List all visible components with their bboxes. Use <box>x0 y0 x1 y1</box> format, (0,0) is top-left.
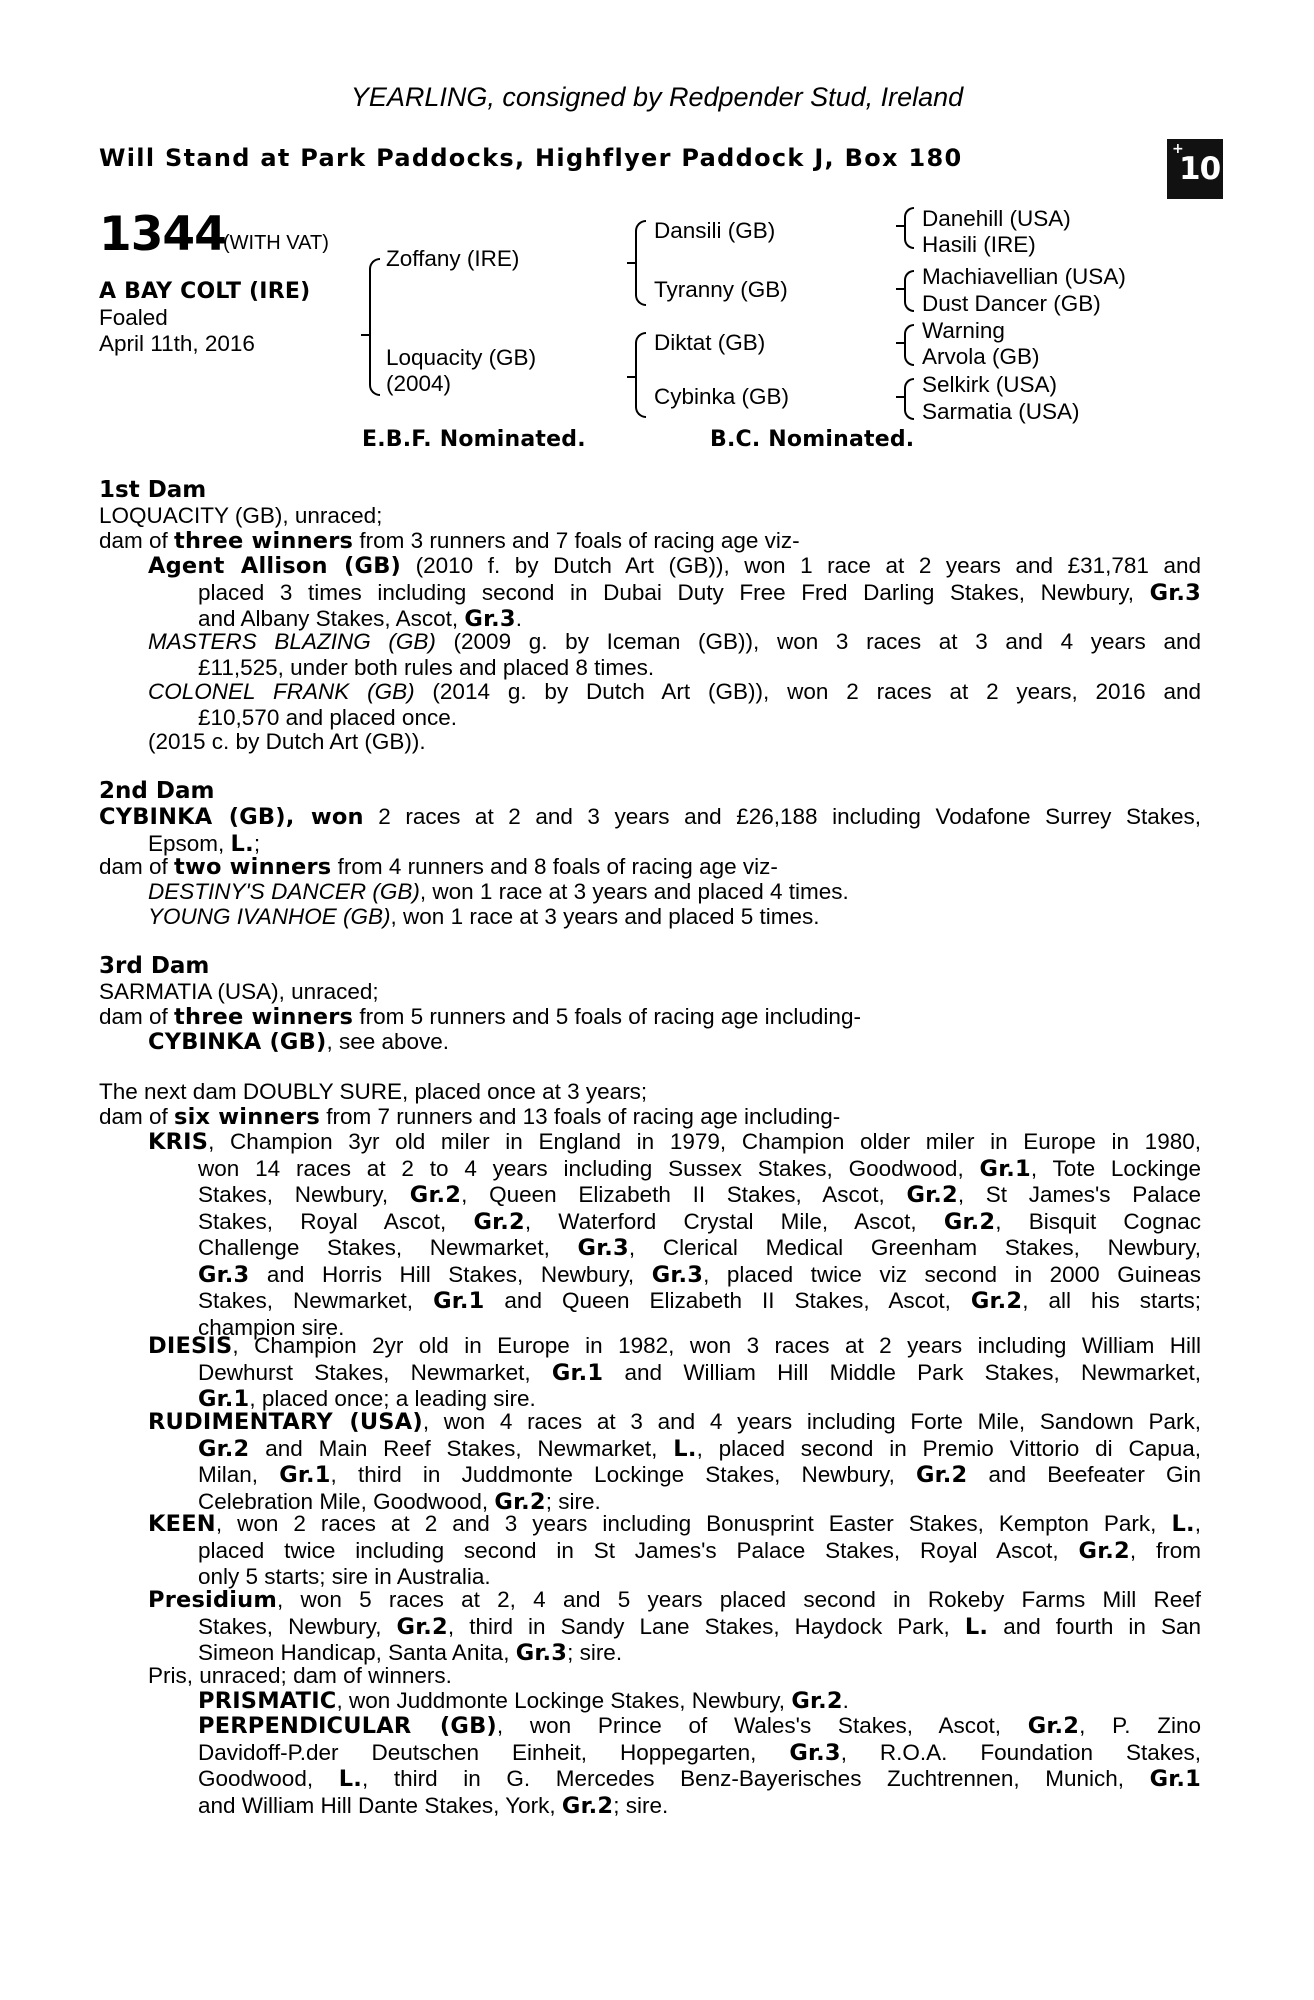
grade: Gr.2 <box>1078 1537 1130 1564</box>
text: (2014 g. by Dutch Art (GB)), won 2 races at 2 years, 2016 and <box>414 679 1201 704</box>
progeny-colonel-frank <box>148 679 1201 730</box>
grade: Gr.2 <box>970 1288 1023 1314</box>
text: , placed once; a leading sire. <box>249 1386 536 1411</box>
grade: L. <box>230 830 254 857</box>
entry-line <box>198 1209 1201 1236</box>
text: and fourth in San <box>988 1613 1201 1639</box>
stand-location: Will Stand at Park Paddocks, Highflyer Paddock J, Box 180 <box>99 144 963 172</box>
text: only 5 starts; sire in Australia. <box>198 1564 491 1589</box>
entry-line <box>148 1409 1201 1436</box>
grade: Gr.2 <box>198 1435 250 1462</box>
text: won 14 races at 2 to 4 years including Sussex Stakes, Goodwood, <box>198 1155 980 1181</box>
text: . <box>515 606 523 631</box>
text: Simeon Handicap, Santa Anita, <box>198 1640 516 1665</box>
progeny-young-ivanhoe <box>148 904 820 930</box>
dam-sire: Diktat (GB) <box>654 330 766 355</box>
text: (2010 f. by Dutch Art (GB)), won 1 race at 2 years and £31,781 and <box>401 553 1201 578</box>
text: 2 races at 2 and 3 years and £26,188 including Vodafone Surrey Stakes, <box>363 804 1201 829</box>
text: from 5 runners and 5 foals of racing age including- <box>353 1004 861 1029</box>
text: and Beefeater Gin <box>967 1462 1201 1487</box>
sire-line-bracket-notch <box>627 262 636 264</box>
text: , Queen Elizabeth II Stakes, Ascot, <box>461 1182 907 1207</box>
first-dam-produce <box>99 528 800 555</box>
text: placed 3 times including second in Dubai Duty Free Fred Darling Stakes, Newbury, <box>198 579 1150 605</box>
entry-line <box>198 1793 1201 1820</box>
entry-line <box>198 1262 1201 1289</box>
grade: Gr.3 <box>515 1640 568 1666</box>
progeny-agent-allison <box>148 553 1201 633</box>
text: Stakes, Royal Ascot, <box>198 1208 474 1234</box>
text: , placed second in Premio Vittorio di Capua, <box>696 1435 1201 1461</box>
ebf-nomination: E.B.F. Nominated. <box>362 427 586 452</box>
first-dam-heading: 1st Dam <box>99 477 207 503</box>
g4-bracket-4-lower <box>904 398 914 420</box>
text: Stakes, Newbury, <box>198 1613 397 1639</box>
g4-hasili: Hasili (IRE) <box>922 232 1036 257</box>
grade: Gr.2 <box>409 1182 462 1208</box>
g4-sarmatia: Sarmatia (USA) <box>922 399 1080 424</box>
text: , St James's Palace <box>957 1182 1201 1207</box>
text: , Champion 2yr old in Europe in 1982, won 3 races at 2 years including William Hill <box>232 1333 1201 1358</box>
grade: Gr.2 <box>943 1208 996 1235</box>
dam-line-bracket-upper <box>635 332 646 380</box>
text: dam of <box>99 854 175 879</box>
page-title: YEARLING, consigned by Redpender Stud, Ireland <box>350 82 964 112</box>
grade: Gr.2 <box>396 1613 448 1640</box>
entry-line <box>148 1333 1201 1360</box>
first-dam-name: LOQUACITY (GB), unraced; <box>99 503 383 528</box>
entry-line <box>198 1688 1201 1715</box>
grade: Gr.2 <box>473 1208 525 1235</box>
dam: Loquacity (GB) <box>386 345 537 370</box>
g4-bracket-1-notch <box>896 225 905 227</box>
next-dam-produce <box>99 1104 840 1131</box>
entry-line <box>198 1182 1201 1209</box>
progeny-pris: Pris, unraced; dam of winners. <box>148 1663 452 1688</box>
grade: Gr.2 <box>791 1688 843 1714</box>
g4-bracket-3-notch <box>896 342 905 344</box>
entry-line <box>198 1288 1201 1315</box>
horse-name: YOUNG IVANHOE (GB) <box>148 904 391 929</box>
grade: Gr.3 <box>577 1235 629 1261</box>
g4-bracket-2-upper <box>904 270 914 292</box>
horse-name: COLONEL FRANK (GB) <box>148 679 415 704</box>
text: champion sire. <box>198 1314 345 1340</box>
sire-line-bracket-lower <box>635 264 646 306</box>
line: £10,570 and placed once. <box>198 704 457 730</box>
entry-line <box>148 1511 1201 1538</box>
text: , R.O.A. Foundation Stakes, <box>840 1739 1201 1765</box>
text: , won 5 races at 2, 4 and 5 years placed second in Rokeby Farms Mill Reef <box>277 1587 1201 1612</box>
lot-name: A BAY COLT (IRE) <box>99 279 311 304</box>
entry-line <box>148 1129 1201 1156</box>
g4-bracket-3-upper <box>904 324 914 346</box>
dam-line-bracket-notch <box>627 376 636 378</box>
line <box>198 580 1201 607</box>
grade: Gr.2 <box>906 1182 958 1208</box>
winners-count: three winners <box>174 1004 354 1030</box>
horse-name: PRISMATIC <box>198 1688 337 1714</box>
text: Challenge Stakes, Newmarket, <box>198 1235 578 1260</box>
grade: Gr.3 <box>651 1261 704 1288</box>
third-dam-heading: 3rd Dam <box>99 953 210 979</box>
sire-sire: Dansili (GB) <box>654 218 776 243</box>
horse-name: CYBINKA (GB) <box>148 1029 327 1055</box>
g4-selkirk: Selkirk (USA) <box>922 372 1058 397</box>
pedigree-bracket-upper <box>369 258 380 338</box>
text: from 3 runners and 7 foals of racing age viz- <box>353 528 800 553</box>
grade: Gr.2 <box>494 1488 546 1515</box>
g4-bracket-1-lower <box>904 227 914 249</box>
text: Milan, <box>198 1462 280 1487</box>
text: from 4 runners and 8 foals of racing age viz- <box>331 854 778 879</box>
text: ; sire. <box>613 1792 669 1818</box>
text: dam of <box>99 1104 175 1129</box>
winners-count: three winners <box>174 528 354 554</box>
horse-name: Agent Allison (GB) <box>148 553 402 579</box>
text: Goodwood, <box>198 1766 339 1791</box>
progeny-destinys-dancer <box>148 879 849 905</box>
text: and Main Reef Stakes, Newmarket, <box>249 1435 674 1461</box>
progeny-rudimentary <box>148 1409 1201 1515</box>
text: Epsom, <box>148 830 231 856</box>
progeny-presidium <box>148 1587 1201 1667</box>
text: and William Hill Dante Stakes, York, <box>198 1792 562 1818</box>
horse-name: PERPENDICULAR (GB) <box>198 1713 497 1739</box>
dam-year: (2004) <box>386 371 452 396</box>
grade: L. <box>1171 1511 1195 1537</box>
text: and Queen Elizabeth II Stakes, Ascot, <box>484 1288 971 1313</box>
line <box>148 553 1201 580</box>
text: , Tote Lockinge <box>1030 1155 1201 1181</box>
second-dam-record <box>99 804 1201 857</box>
text: , from <box>1129 1537 1201 1563</box>
text: and William Hill Middle Park Stakes, Newmarket, <box>603 1359 1201 1385</box>
progeny-perpendicular <box>198 1713 1201 1819</box>
pedigree-bracket-notch <box>361 334 370 336</box>
grade: Gr.1 <box>279 1462 331 1488</box>
lot-number: 1344 <box>99 207 226 262</box>
text: , won Juddmonte Lockinge Stakes, Newbury, <box>336 1688 792 1713</box>
progeny-diesis <box>148 1333 1201 1413</box>
text: , third in Sandy Lane Stakes, Haydock Park, <box>447 1613 965 1639</box>
entry-line <box>198 1156 1201 1183</box>
catalogue-badge <box>1167 139 1223 199</box>
progeny-kris <box>148 1129 1201 1340</box>
text: , Waterford Crystal Mile, Ascot, <box>524 1208 944 1234</box>
text: , won 4 races at 3 and 4 years including Forte Mile, Sandown Park, <box>422 1409 1201 1434</box>
line <box>148 629 1201 655</box>
g4-bracket-2-lower <box>904 290 914 312</box>
grade: Gr.2 <box>1027 1713 1080 1739</box>
entry-line <box>198 1235 1201 1262</box>
second-dam-produce <box>99 854 778 881</box>
dam-dam: Cybinka (GB) <box>654 384 790 409</box>
grade: Gr.1 <box>198 1386 250 1412</box>
vat-note: (WITH VAT) <box>223 232 329 254</box>
grade: Gr.1 <box>433 1288 485 1314</box>
g4-arvola: Arvola (GB) <box>922 344 1040 369</box>
line: £11,525, under both rules and placed 8 times. <box>198 654 655 680</box>
horse-name: KRIS <box>148 1129 209 1155</box>
badge-plus: + <box>1172 141 1184 157</box>
text: , all his starts; <box>1022 1288 1202 1313</box>
g4-bracket-4-notch <box>896 396 905 398</box>
text: , Clerical Medical Greenham Stakes, Newbury, <box>628 1235 1201 1260</box>
text: dam of <box>99 528 175 553</box>
text: , placed twice viz second in 2000 Guineas <box>703 1261 1202 1287</box>
progeny-keen <box>148 1511 1201 1590</box>
text: Stakes, Newmarket, <box>198 1288 434 1313</box>
dam-line-bracket-lower <box>635 378 646 418</box>
text: , Champion 3yr old miler in England in 1979, Champion older miler in Europe in 1980, <box>208 1129 1201 1154</box>
foaled-date: April 11th, 2016 <box>99 331 255 356</box>
grade: Gr.1 <box>1149 1766 1201 1792</box>
text: Celebration Mile, Goodwood, <box>198 1488 495 1514</box>
foaled-label: Foaled <box>99 305 168 330</box>
entry-line <box>198 1766 1201 1793</box>
text: ; <box>253 830 261 856</box>
line <box>148 679 1201 705</box>
progeny-cybinka <box>148 1029 449 1056</box>
text: placed twice including second in St James's Palace Stakes, Royal Ascot, <box>198 1537 1079 1563</box>
grade: L. <box>338 1766 362 1792</box>
pedigree-bracket-lower <box>369 336 380 396</box>
g4-dust-dancer: Dust Dancer (GB) <box>922 291 1101 316</box>
progeny-prismatic <box>198 1688 1201 1715</box>
text: , third in G. Mercedes Benz-Bayerisches Zuchtrennen, Munich, <box>362 1766 1150 1791</box>
text: , won 1 race at 3 years and placed 5 times. <box>390 904 820 929</box>
entry-line <box>198 1740 1201 1767</box>
g4-machiavellian: Machiavellian (USA) <box>922 264 1126 289</box>
text: and Horris Hill Stakes, Newbury, <box>249 1261 652 1287</box>
entry-line <box>198 1564 1201 1590</box>
text: , see above. <box>326 1029 450 1054</box>
next-dam-name: The next dam DOUBLY SURE, placed once at 3 years; <box>99 1079 648 1104</box>
sire-line-bracket-upper <box>635 220 646 266</box>
entry-line <box>198 1462 1201 1489</box>
entry-line <box>198 1538 1201 1565</box>
sire-dam: Tyranny (GB) <box>654 277 788 302</box>
entry-line <box>198 1713 1201 1740</box>
text: , Bisquit Cognac <box>995 1208 1201 1234</box>
g4-danehill: Danehill (USA) <box>922 206 1071 231</box>
progeny-2015-colt: (2015 c. by Dutch Art (GB)). <box>148 729 426 754</box>
g4-bracket-4-upper <box>904 378 914 400</box>
text: and Albany Stakes, Ascot, <box>198 606 465 631</box>
third-dam-produce <box>99 1004 861 1031</box>
text: dam of <box>99 1004 175 1029</box>
winners-count: six winners <box>174 1104 320 1130</box>
text: (2009 g. by Iceman (GB)), won 3 races at 3 and 4 years and <box>435 629 1201 654</box>
text: , won 1 race at 3 years and placed 4 times. <box>419 879 849 904</box>
second-dam-heading: 2nd Dam <box>99 778 215 804</box>
text: , third in Juddmonte Lockinge Stakes, Newbury, <box>330 1462 917 1487</box>
text: Stakes, Newbury, <box>198 1182 410 1207</box>
text: , won 2 races at 2 and 3 years including Bonusprint Easter Stakes, Kempton Park, <box>215 1511 1172 1536</box>
entry-line <box>198 1436 1201 1463</box>
text: , <box>1194 1511 1201 1536</box>
grade: Gr.1 <box>551 1359 604 1386</box>
grade: Gr.3 <box>789 1739 841 1766</box>
text: Dewhurst Stakes, Newmarket, <box>198 1359 552 1385</box>
sire: Zoffany (IRE) <box>386 246 520 271</box>
grade: Gr.3 <box>198 1261 250 1288</box>
grade: L. <box>964 1613 989 1640</box>
horse-name: Presidium <box>148 1587 278 1613</box>
g4-bracket-3-lower <box>904 344 914 366</box>
horse-name: KEEN <box>148 1511 216 1537</box>
text: from 7 runners and 13 foals of racing age including- <box>319 1104 841 1129</box>
horse-name: MASTERS BLAZING (GB) <box>148 629 436 654</box>
horse-name: DIESIS <box>148 1333 233 1359</box>
g4-bracket-1-upper <box>904 207 914 229</box>
bc-nomination: B.C. Nominated. <box>710 427 915 452</box>
grade: L. <box>673 1435 697 1462</box>
third-dam-name: SARMATIA (USA), unraced; <box>99 979 379 1004</box>
progeny-masters-blazing <box>148 629 1201 680</box>
entry-line <box>198 1360 1201 1387</box>
text: . <box>842 1688 849 1713</box>
horse-name: CYBINKA (GB), won <box>99 804 364 830</box>
badge-number: 10 <box>1179 151 1221 187</box>
entry-line <box>198 1614 1201 1641</box>
entry-line <box>148 1587 1201 1614</box>
horse-name: DESTINY'S DANCER (GB) <box>148 879 420 904</box>
grade: Gr.2 <box>916 1462 968 1488</box>
winners-count: two winners <box>174 854 332 880</box>
grade: Gr.3 <box>464 606 516 632</box>
horse-name: RUDIMENTARY (USA) <box>148 1409 423 1435</box>
grade: Gr.1 <box>979 1155 1031 1182</box>
g4-bracket-2-notch <box>896 288 905 290</box>
text: Davidoff-P.der Deutschen Einheit, Hoppegarten, <box>198 1739 790 1765</box>
line <box>99 804 1201 831</box>
text: ; sire. <box>545 1488 601 1514</box>
text: ; sire. <box>567 1640 623 1665</box>
grade: Gr.3 <box>1149 579 1201 606</box>
grade: Gr.2 <box>561 1792 614 1819</box>
text: , won Prince of Wales's Stakes, Ascot, <box>496 1713 1028 1738</box>
text: , P. Zino <box>1079 1713 1202 1738</box>
g4-warning: Warning <box>922 318 1005 343</box>
